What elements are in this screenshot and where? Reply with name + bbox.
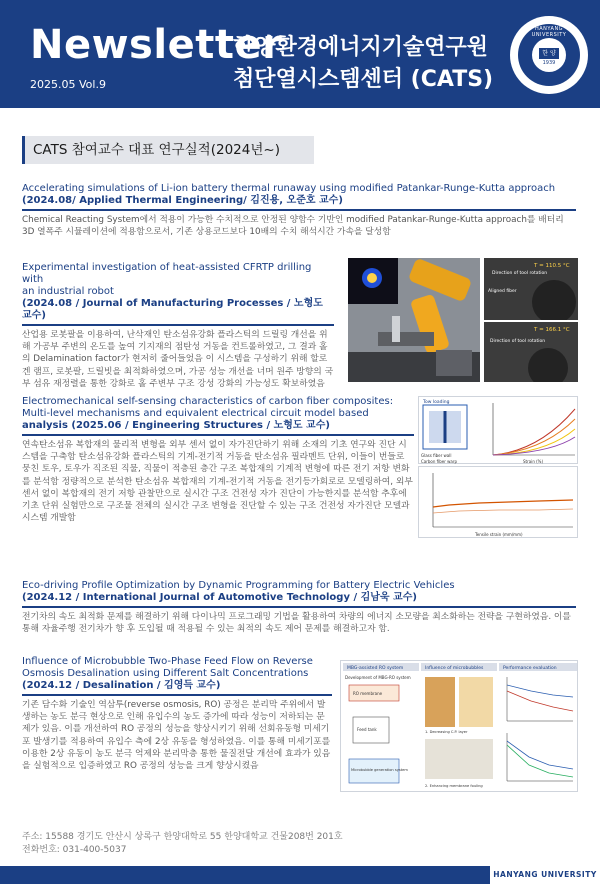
fig-decreasing-cp: 1. Decreasing C.P. layer — [425, 730, 468, 734]
fig-mbg-label: Microbubble generation system — [351, 768, 408, 772]
carbon-fiber-label: Carbon fiber warp — [421, 459, 458, 464]
fig-header-influence: Influence of microbubbles — [425, 666, 484, 671]
tool-rotation-label-bottom: Direction of tool rotation — [490, 339, 546, 344]
institute-name: 한양환경에너지기술연구원 — [233, 35, 489, 60]
glass-fiber-label: Glass fiber wall — [421, 453, 452, 458]
article-body: 전기차의 속도 최적화 문제를 해결하기 위해 다이나믹 프로그래밍 기법을 활용하여 차량의 에너지 소모량을 최소화하는 전략을 구현하였음. 이를 통해 자율주행 전기차가 향 후 도입될 때 적용될 수 있는 최적의 속도 제어 문제를 해결하고자 함. — [22, 612, 571, 635]
section-title: CATS 참여교수 대표 연구실적(2024년~) — [22, 136, 314, 164]
article-title-line2: Osmosis Desalination using Different Salt Concentrations — [22, 668, 309, 679]
article-divider — [22, 209, 576, 211]
fig-ro-membrane: RO membrane — [353, 691, 383, 696]
article-self-sensing-composites — [22, 396, 414, 524]
fig-header-performance: Performance evaluation — [503, 666, 557, 671]
article-body: Chemical Reacting System에서 적용이 가능한 수치적으로 안정된 양함수 기반인 modified Patankar-Runge-Kutta approach를 배터리 3D 열폭주 시뮬레이션에 적용함으로서, 기존 상용코드보다 10배의 수치 해석시간 가속을 달성함 — [22, 215, 564, 238]
drilling-micrograph-bottom — [484, 322, 578, 382]
article-title: Accelerating simulations of Li-ion battery thermal runaway using modified Patankar-Runge-Kutta approach — [22, 183, 556, 194]
article-body: 기존 담수화 기술인 역삼투(reverse osmosis, RO) 공정은 분리막 주위에서 발생하는 농도 분극 현상으로 인해 유입수의 농도 증가에 따라 성능이 저하되는 문제가 있음. 이를 개선하여 RO 공정의 성능을 향상시키기 위해 선회유동형 미세기포 발생기를 적용하여 유입수 측에 2상 유동을 형성하였음. 이를 통해 미세기포를 이용한 2상 유동이 농도 분극 억제와 분리막층 통한 물질전달 개선에 효과가 있음을 실험적으로 입증하였고 RO 공정의 성능을 크게 향상시켰음 — [22, 700, 331, 772]
article-title-line1: Influence of Microbubble Two-Phase Feed Flow on Reverse — [22, 656, 313, 667]
article-title-line2: Multi-level mechanisms and equivalent electrical circuit model based — [22, 408, 369, 419]
article-journal: analysis (2025.06 / Engineering Structures / 노형도 교수) — [22, 420, 330, 431]
article-title: Eco-driving Profile Optimization by Dynamic Programming for Battery Electric Vehicles — [22, 580, 455, 591]
robot-drilling-photo — [348, 258, 480, 382]
tool-rotation-label-top: Direction of tool rotation — [492, 271, 548, 276]
article-cfrtp-drilling — [22, 262, 334, 390]
article-title-line1: Experimental investigation of heat-assisted CFRTP drilling with — [22, 262, 312, 285]
mbg-ro-system-figure — [340, 660, 578, 792]
newsletter-header — [0, 0, 600, 108]
article-body: 산업용 로봇팔을 이용하여, 난삭재인 탄소섬유강화 플라스틱의 드릴링 개선을 위해 가공부 주변의 온도를 높여 기지재의 점탄성 거동을 컨트롤하였고, 그 결과 홀의 Delamination factor가 현저히 줄어들었음 이 시스템을 구성하기 위해 할로겐 램프, 로봇팔, 드릴빗을 최적화하였으며, 가공 성능 개선을 너머 원주 방향의 국부 섬유 재정렬을 통한 강화로 홀 주변부 구조 강성 강화의 가능성도 확보하였음 — [22, 330, 334, 389]
fig-membrane-fouling: 2. Enhancing membrane fouling — [425, 784, 483, 788]
footer-address: 주소: 15588 경기도 안산시 상록구 한양대학로 55 한양대학교 건물208번 201호 — [22, 832, 343, 842]
strain-axis-label: Strain (%) — [523, 459, 544, 464]
seal-center: 한 양 — [539, 48, 559, 59]
article-journal: (2024.08/ Applied Thermal Engineering/ 김진용, 오준호 교수) — [22, 195, 343, 206]
footer-university-logo: HANYANG UNIVERSITY — [490, 866, 600, 884]
tow-loading-label: Tow loading — [423, 400, 450, 405]
seal-text: HANYANG UNIVERSITY — [531, 26, 567, 38]
tensile-strain-axis-label: Tensile strain (mm/mm) — [475, 532, 523, 537]
article-divider — [22, 434, 414, 436]
article-journal: (2024.12 / International Journal of Automotive Technology / 김남욱 교수) — [22, 592, 417, 603]
fig-development-label: Development of MBG-RO system — [345, 675, 411, 680]
article-journal: (2024.08 / Journal of Manufacturing Processes / 노형도 교수) — [22, 298, 323, 321]
article-battery-thermal-runaway — [22, 183, 576, 238]
fig-header-system: MBG-assisted RO system — [347, 666, 404, 671]
article-divider — [22, 694, 332, 696]
article-title-line1: Electromechanical self-sensing characteristics of carbon fiber composites: — [22, 396, 394, 407]
temperature-label-bottom: T = 166.1 °C — [534, 327, 570, 333]
article-microbubble-ro — [22, 656, 332, 772]
article-journal: (2024.12 / Desalination / 김영득 교수) — [22, 680, 221, 691]
footer-contact — [22, 831, 343, 857]
article-body: 연속탄소섬유 복합재의 물리적 변형을 외부 센서 없이 자가진단하기 위해 소재의 기초 연구와 진단 시스템을 구축함 탄소섬유강화 플라스틱의 기계-전기적 거동을 탄소섬유 필라멘트 단위, 이들이 번들로 뭉친 토우, 토우가 직조된 직물, 직물이 적층된 층간 구조 복합재의 기계적 변형에 따른 전기 저항 변화를 분석함 정량적으로 분석한 탄소섬유 복합재의 기계-전기적 거동을 전기등가회로로 모델링하여, 외부 센서 없이 복합재의 전기 저항 관찰만으로 실시간 구조 건전성 자가 진단이 가능한지를 분석함 추후에 기초 단위 실험만으로 구조물 전체의 실시간 구조 변형을 진단할 수 있는 구조 건전성 자가진단 모델과 시스템 개발함 — [22, 440, 413, 524]
aligned-fiber-label: Aligned fiber — [488, 289, 517, 294]
tensile-strain-plot — [418, 466, 578, 538]
article-eco-driving — [22, 580, 576, 635]
article-divider — [22, 324, 334, 326]
university-seal-logo — [510, 16, 588, 94]
newsletter-title: Newsletter — [30, 22, 283, 68]
seal-year: 1939 — [542, 60, 556, 66]
footer-phone: 전화번호: 031-400-5037 — [22, 845, 127, 855]
article-divider — [22, 606, 576, 608]
drilling-micrograph-top — [484, 258, 578, 320]
tow-loading-diagram-and-resistance-plot — [418, 396, 578, 464]
article-title-line2: an industrial robot — [22, 286, 114, 297]
issue-date-volume: 2025.05 Vol.9 — [30, 78, 106, 91]
temperature-label-top: T = 110.5 °C — [534, 263, 570, 269]
fig-feed-tank: Feed tank — [357, 727, 377, 732]
center-name: 첨단열시스템센터 (CATS) — [233, 67, 494, 92]
